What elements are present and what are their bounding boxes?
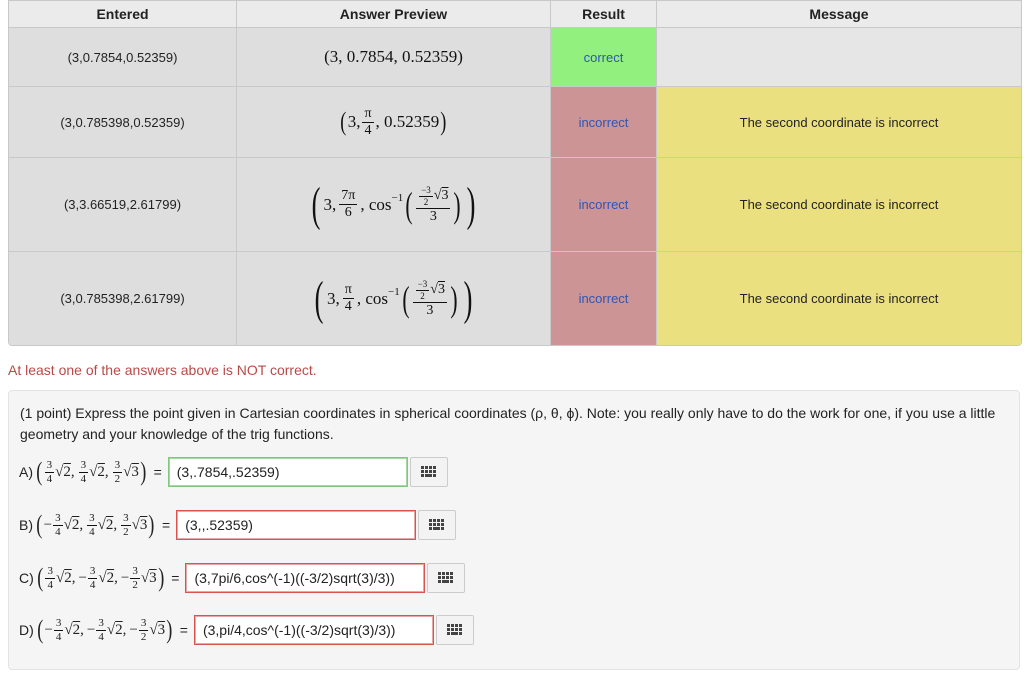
- table-row: [9, 28, 1021, 87]
- question-label: C): [19, 570, 34, 586]
- cartesian-point: ( − $\frac{3}{4}$ √ 2 , $\frac{3}{4}$ √ 2 , $\frac{3}{2}$ √ 3 ): [36, 510, 155, 539]
- entered-value: (3,3.66519,2.61799): [9, 158, 237, 251]
- question-label: A): [19, 464, 33, 480]
- answer-preview: ( 3, $\frac{\pi}{4}$ , 0.52359 ): [237, 87, 551, 157]
- equation-editor-button[interactable]: [427, 563, 465, 593]
- entered-value: (3,0.785398,2.61799): [9, 252, 237, 345]
- message-text: The second coordinate is incorrect: [657, 87, 1021, 157]
- message-text: [657, 28, 1021, 86]
- equation-editor-button[interactable]: [418, 510, 456, 540]
- results-table: [8, 0, 1022, 346]
- header-entered: Entered: [9, 1, 237, 27]
- question-label: D): [19, 622, 34, 638]
- table-row: [9, 87, 1021, 158]
- cartesian-point: ( $\frac{3}{4}$ √ 2 , − $\frac{3}{4}$ √ 2 , − $\frac{3}{2}$ √ 3 ): [37, 563, 164, 592]
- answer-preview: ( 3, $\frac{7\pi}{6}$ , cos −1 ( $\frac{-3}{2}$ √ 3 3 ) ): [237, 158, 551, 251]
- question-a: A) ( $\frac{3}{4}$ √ 2 , $\frac{3}{4}$ √ 2 , $\frac{3}{2}$ √ 3 ) = (3,.7854,.52359): [19, 457, 448, 487]
- equation-editor-button[interactable]: [410, 457, 448, 487]
- message-text: The second coordinate is incorrect: [657, 252, 1021, 345]
- result-badge: incorrect: [551, 158, 657, 251]
- problem-box: [8, 390, 1020, 670]
- keyboard-icon: [438, 572, 454, 584]
- feedback-message: At least one of the answers above is NOT correct.: [8, 362, 317, 378]
- question-d: D) ( − $\frac{3}{4}$ √ 2 , − $\frac{3}{4}$ √ 2 , − $\frac{3}{2}$ √ 3 ) = (3,pi/4,cos^(-1)((-3/2)sqrt(3)/3)): [19, 615, 474, 645]
- keyboard-icon: [429, 519, 445, 531]
- question-c: C) ( $\frac{3}{4}$ √ 2 , − $\frac{3}{4}$ √ 2 , − $\frac{3}{2}$ √ 3 ) = (3,7pi/6,cos^(-1)((-3/2)sqrt(3)/3)): [19, 563, 465, 593]
- entered-value: (3,0.785398,0.52359): [9, 87, 237, 157]
- header-message: Message: [657, 1, 1021, 27]
- cartesian-point: ( $\frac{3}{4}$ √ 2 , $\frac{3}{4}$ √ 2 , $\frac{3}{2}$ √ 3 ): [36, 457, 147, 486]
- keyboard-icon: [421, 466, 437, 478]
- answer-input-c[interactable]: (3,7pi/6,cos^(-1)((-3/2)sqrt(3)/3)): [185, 563, 425, 593]
- header-answer-preview: Answer Preview: [237, 1, 551, 27]
- result-badge: correct: [551, 28, 657, 86]
- table-row: [9, 252, 1021, 345]
- equation-editor-button[interactable]: [436, 615, 474, 645]
- question-b: B) ( − $\frac{3}{4}$ √ 2 , $\frac{3}{4}$ √ 2 , $\frac{3}{2}$ √ 3 ) = (3,,.52359): [19, 510, 456, 540]
- answer-preview: ( 3, $\frac{\pi}{4}$ , cos −1 ( $\frac{-3}{2}$ √ 3 3 ) ): [237, 252, 551, 345]
- table-row: [9, 158, 1021, 252]
- message-text: The second coordinate is incorrect: [657, 158, 1021, 251]
- table-header: [9, 1, 1021, 28]
- answer-input-a[interactable]: (3,.7854,.52359): [168, 457, 408, 487]
- cartesian-point: ( − $\frac{3}{4}$ √ 2 , − $\frac{3}{4}$ √ 2 , − $\frac{3}{2}$ √ 3 ): [37, 615, 173, 644]
- header-result: Result: [551, 1, 657, 27]
- result-badge: incorrect: [551, 252, 657, 345]
- entered-value: (3,0.7854,0.52359): [9, 28, 237, 86]
- answer-input-b[interactable]: (3,,.52359): [176, 510, 416, 540]
- keyboard-icon: [447, 624, 463, 636]
- result-badge: incorrect: [551, 87, 657, 157]
- answer-preview: (3, 0.7854, 0.52359): [237, 28, 551, 86]
- problem-statement: (1 point) Express the point given in Cartesian coordinates in spherical coordinates (ρ, θ, ϕ). Note: you really only have to do the work for one, if you use a little geometry and your knowledge of the trig functions.: [20, 405, 996, 442]
- answer-input-d[interactable]: (3,pi/4,cos^(-1)((-3/2)sqrt(3)/3)): [194, 615, 434, 645]
- question-label: B): [19, 517, 33, 533]
